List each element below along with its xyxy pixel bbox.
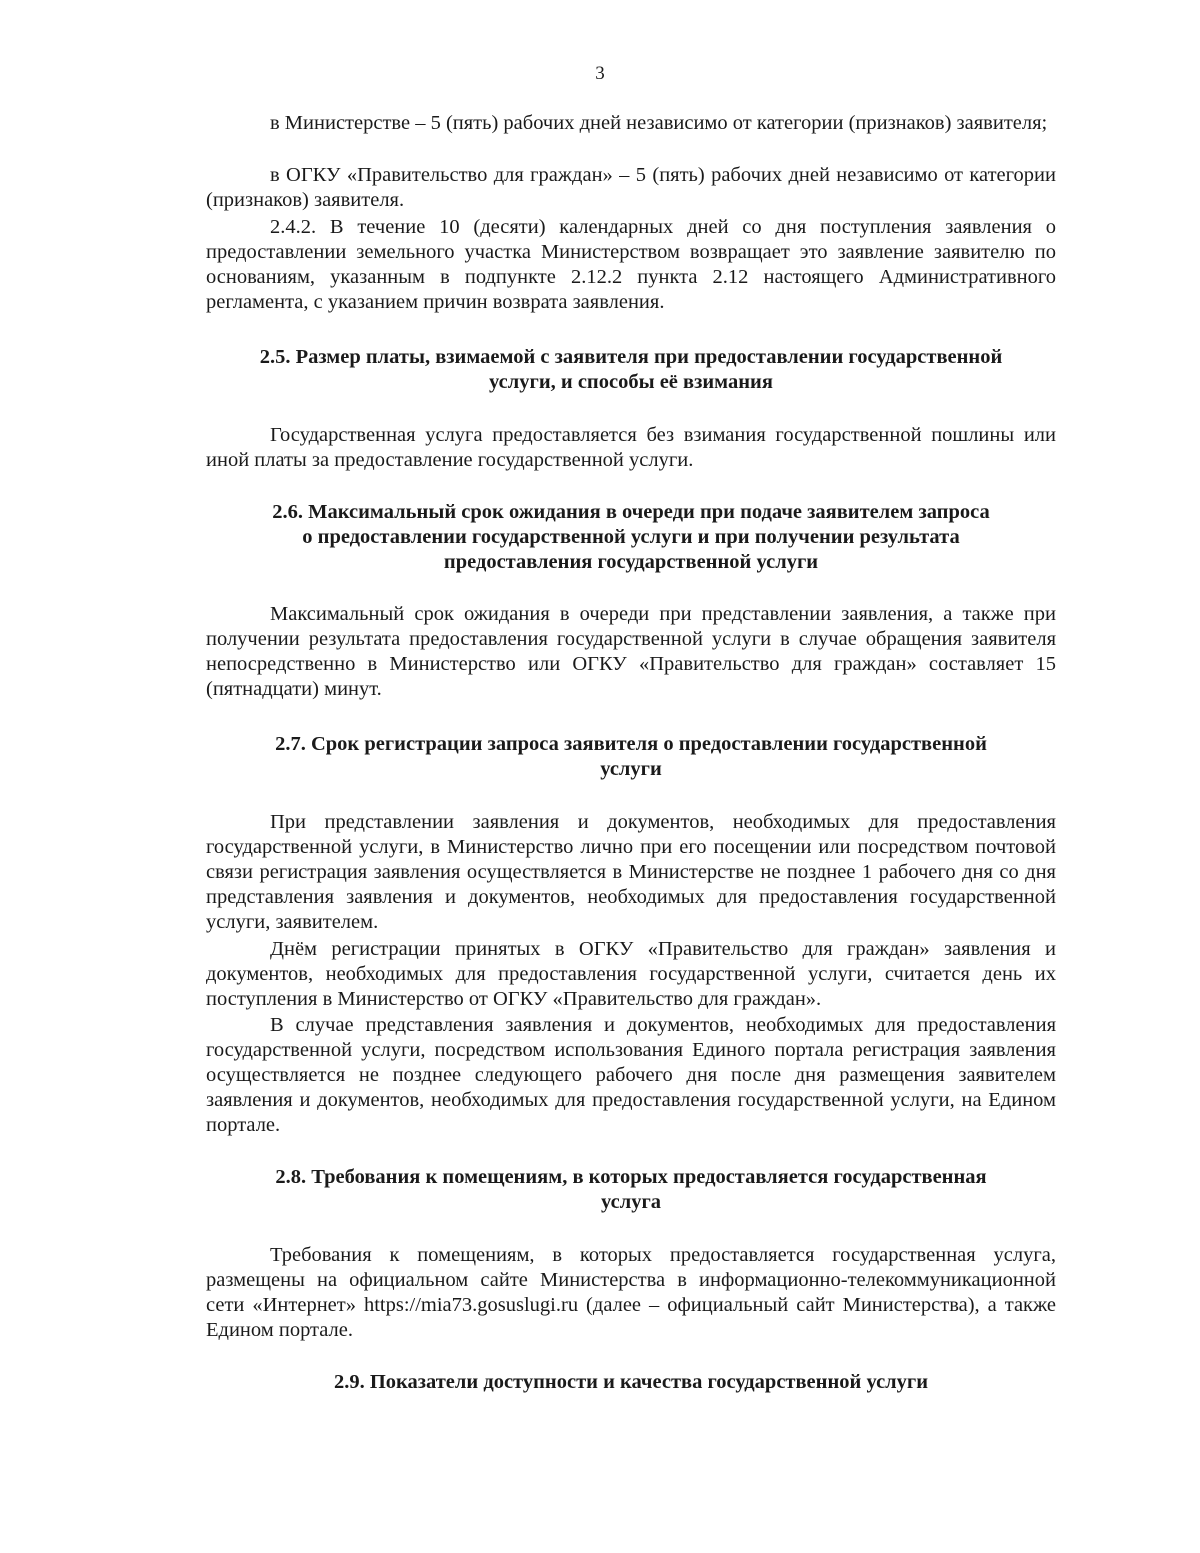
paragraph-text: Днём регистрации принятых в ОГКУ «Правительство для граждан» заявления и документов, необходимых для предоставления государственной услуги, считается день их поступления в Министерство от ОГКУ «Правительство для граждан». [206,938,1056,1010]
paragraph-8 [206,1013,1056,1138]
page-number: 3 [595,63,605,84]
paragraph-4 [206,423,1056,473]
section-heading-2-7 [206,732,1056,782]
section-heading-2-6 [206,500,1056,575]
heading-line: 2.8. Требования к помещениям, в которых предоставляется государственная [275,1166,987,1188]
paragraph-text: Требования к помещениям, в которых предоставляется государственная услуга, размещены на официальном сайте Министерства в информационно-телекоммуникационной сети «Интернет» https://mia73.gosuslugi.ru (далее – официальный сайт Министерства), а также Едином портале. [206,1244,1056,1341]
paragraph-1 [206,111,1056,136]
section-heading-2-5 [206,345,1056,395]
heading-line: 2.5. Размер платы, взимаемой с заявителя при предоставлении государственной [259,346,1003,368]
heading-line: предоставления государственной услуги [443,551,819,573]
paragraph-6 [206,810,1056,935]
heading-line: услуги, и способы её взимания [489,371,773,393]
paragraph-text: в ОГКУ «Правительство для граждан» – 5 (пять) рабочих дней независимо от категории (признаков) заявителя. [206,164,1056,211]
heading-line: услуга [600,1191,662,1213]
paragraph-text: В случае представления заявления и документов, необходимых для предоставления государственной услуги, посредством использования Единого портала регистрация заявления осуществляется не позднее следующего рабочего дня после дня размещения заявителем заявления и документов, необходимых для предоставления государственной услуги, на Едином портале. [206,1014,1056,1136]
paragraph-text: 2.4.2. В течение 10 (десяти) календарных дней со дня поступления заявления о предоставлении земельного участка Министерством возвращает это заявление заявителю по основаниям, указанным в подпункте 2.12.2 пункта 2.12 настоящего Административного регламента, с указанием причин возврата заявления. [206,216,1056,313]
paragraph-3 [206,215,1056,315]
paragraph-text: Максимальный срок ожидания в очереди при представлении заявления, а также при получении результата предоставления государственной услуги в случае обращения заявителя непосредственно в Министерство или ОГКУ «Правительство для граждан» составляет 15 (пятнадцати) минут. [206,603,1056,700]
heading-line: услуги [600,758,662,780]
paragraph-9 [206,1243,1056,1343]
section-heading-2-9 [206,1370,1056,1395]
section-heading-2-8 [206,1165,1056,1215]
paragraph-5 [206,602,1056,702]
paragraph-7 [206,937,1056,1012]
heading-line: о предоставлении государственной услуги и при получении результата [302,526,960,548]
paragraph-2 [206,163,1056,213]
paragraph-text: При представлении заявления и документов, необходимых для предоставления государственной услуги, в Министерство лично при его посещении или посредством почтовой связи регистрация заявления осуществляется в Министерстве не позднее 1 рабочего дня со дня представления заявления и документов, необходимых для предоставления государственной услуги, заявителем. [206,811,1056,933]
heading-line: 2.9. Показатели доступности и качества государственной услуги [333,1371,929,1393]
paragraph-text: Государственная услуга предоставляется без взимания государственной пошлины или иной платы за предоставление государственной услуги. [206,424,1056,471]
heading-line: 2.7. Срок регистрации запроса заявителя о предоставлении государственной [275,733,987,755]
paragraph-text: в Министерстве – 5 (пять) рабочих дней независимо от категории (признаков) заявителя; [270,112,1048,134]
heading-line: 2.6. Максимальный срок ожидания в очереди при подаче заявителем запроса [272,501,990,523]
